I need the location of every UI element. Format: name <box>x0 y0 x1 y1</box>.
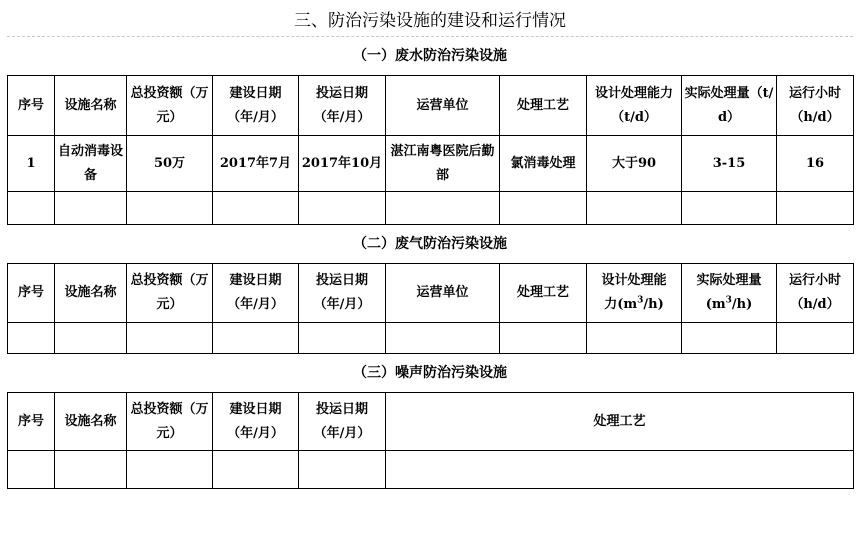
header-cell: 总投资额（万元） <box>127 76 213 136</box>
gas-header-row <box>8 264 854 323</box>
header-cell: 处理工艺 <box>500 264 587 323</box>
header-cell: 总投资额（万元） <box>127 264 213 323</box>
header-cell: 序号 <box>8 76 55 136</box>
header-cell: 处理工艺 <box>500 76 587 136</box>
header-cell: 运行小时（h/d） <box>777 76 854 136</box>
table-row-empty <box>8 192 854 225</box>
header-cell: 运营单位 <box>386 264 500 323</box>
cell-design-capacity: 大于90 <box>587 136 682 192</box>
water-subtitle: （一）废水防治污染设施 <box>353 48 507 64</box>
table-row <box>8 136 854 192</box>
cell-operator: 湛江南粤医院后勤部 <box>386 136 500 192</box>
cell-operation-date: 2017年10月 <box>299 136 386 192</box>
cell-process: 氯消毒处理 <box>500 136 587 192</box>
gas-subtitle: （二）废气防治污染设施 <box>353 236 507 252</box>
cell-investment: 50万 <box>127 136 213 192</box>
header-cell: 投运日期（年/月） <box>299 76 386 136</box>
header-cell: 设计处理能 力$(m^3/h)$ <box>587 264 682 323</box>
header-cell: 设施名称 <box>55 393 127 451</box>
noise-subtitle: （三）噪声防治污染设施 <box>353 365 507 381</box>
cell-run-hours: 16 <box>777 136 854 192</box>
water-header-row <box>8 76 854 136</box>
header-cell: 序号 <box>8 393 55 451</box>
header-cell: 实际处理量 $(m^3/h)$ <box>682 264 777 323</box>
report-page <box>7 6 853 489</box>
header-cell: 投运日期（年/月） <box>299 393 386 451</box>
cell-no: 1 <box>8 136 55 192</box>
noise-header-row <box>8 393 854 451</box>
header-cell: 建设日期（年/月） <box>213 76 299 136</box>
cell-name: 自动消毒设备 <box>55 136 127 192</box>
table-row-empty <box>8 451 854 489</box>
header-cell: 设计处理能力（t/d） <box>587 76 682 136</box>
gas-table <box>7 263 854 354</box>
header-cell: 序号 <box>8 264 55 323</box>
header-cell: 建设日期（年/月） <box>213 393 299 451</box>
header-cell: 实际处理量（t/d） <box>682 76 777 136</box>
header-cell: 投运日期（年/月） <box>299 264 386 323</box>
header-cell: 运营单位 <box>386 76 500 136</box>
table-row-empty <box>8 323 854 354</box>
cell-build-date: 2017年7月 <box>213 136 299 192</box>
header-cell: 设施名称 <box>55 76 127 136</box>
cell-actual-volume: 3-15 <box>682 136 777 192</box>
noise-table <box>7 392 854 489</box>
header-cell: 运行小时（h/d） <box>777 264 854 323</box>
header-cell: 建设日期（年/月） <box>213 264 299 323</box>
water-table <box>7 75 854 225</box>
header-cell: 总投资额（万元） <box>127 393 213 451</box>
header-cell: 处理工艺 <box>386 393 854 451</box>
header-cell: 设施名称 <box>55 264 127 323</box>
section-title: 三、防治污染设施的建设和运行情况 <box>7 6 853 37</box>
